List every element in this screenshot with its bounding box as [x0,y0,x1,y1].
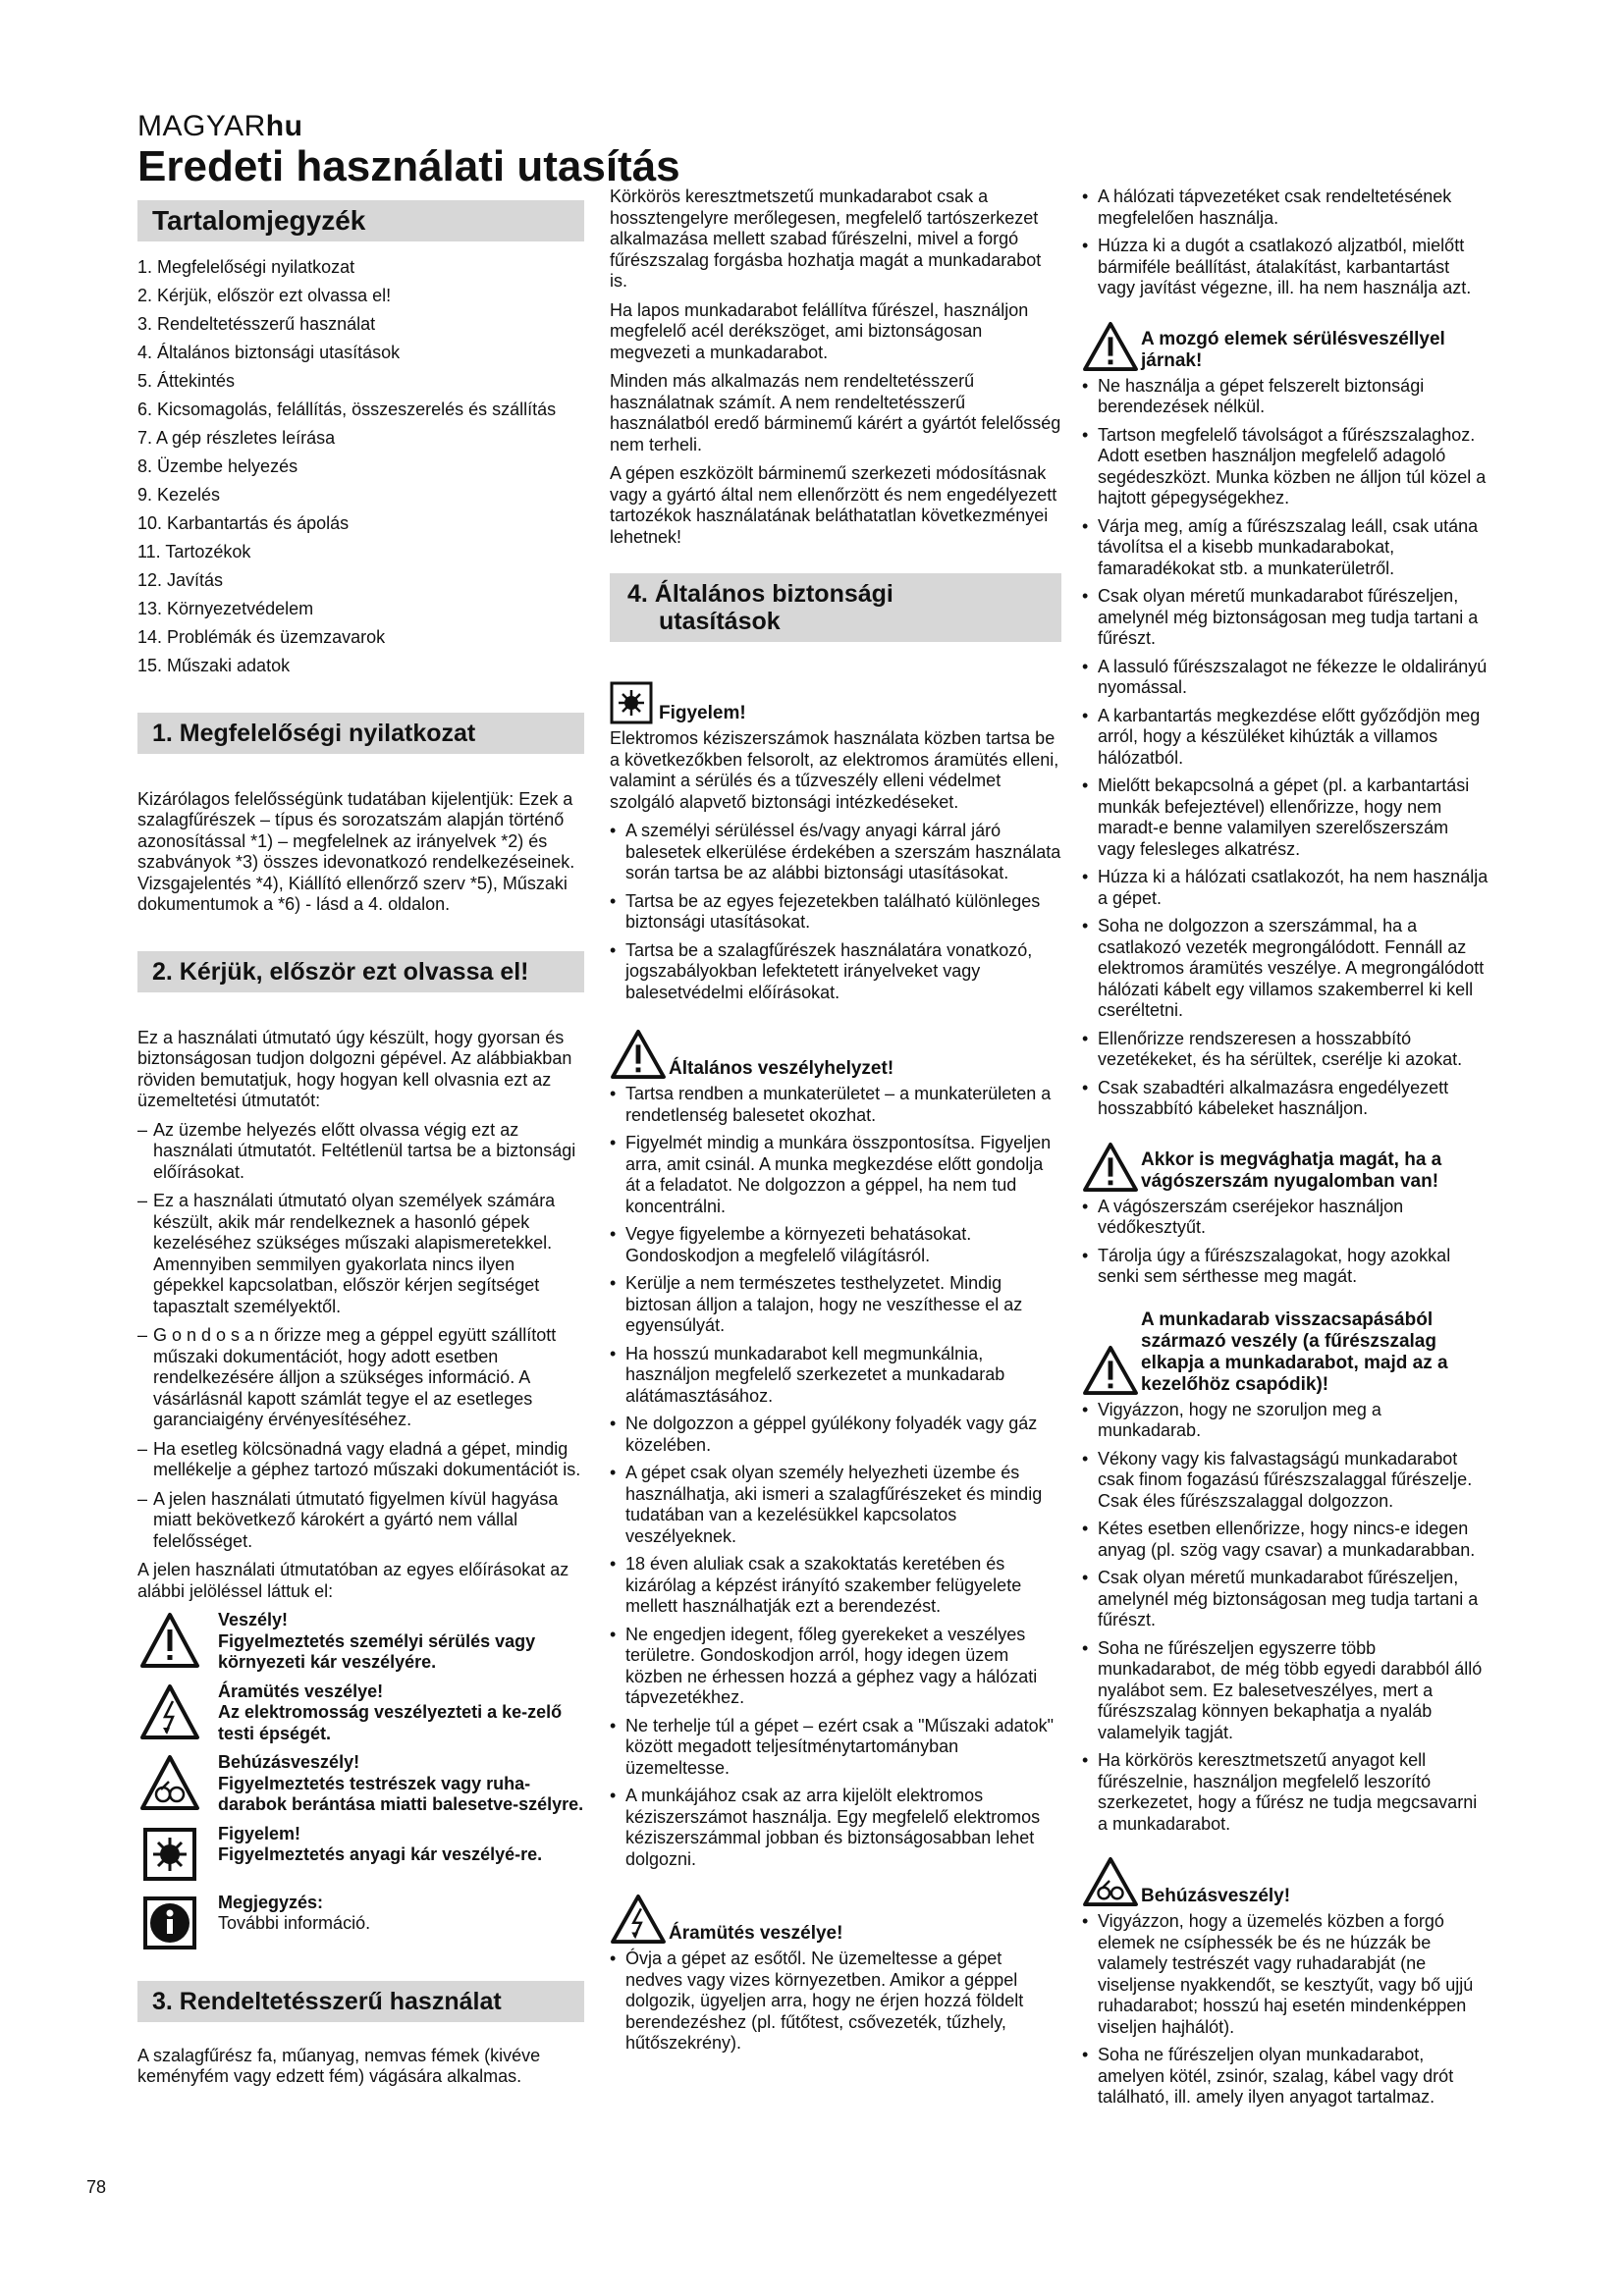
toc-item[interactable]: 4. Általános biztonsági utasítások [137,343,401,362]
warning-triangle-icon [1082,321,1139,372]
section-2-heading: 2. Kérjük, először ezt olvassa el! [137,951,584,992]
list-item: • Húzza ki a hálózati csatlakozót, ha nem használja a gépet. [1082,867,1489,909]
list-item: • Ha hosszú munkadarabot kell megmunkálnia, használjon megfelelő szerkezetet a munkadarab alátámasztásához. [610,1344,1061,1408]
list-item: – Ez a használati útmutató olyan személyek számára készült, akik már rendelkeznek a hasonló gépek kezeléséhez szükséges műszaki alapismeretekkel. Amennyiben semmilyen gyakorlata nincs ilyen gépekkel kapcsolatban, először kérjen segítséget tapasztalt személyektől. [137,1191,584,1317]
toc-item[interactable]: 6. Kicsomagolás, felállítás, összeszerelés és szállítás [137,400,557,419]
electric-shock-notice [610,1894,1061,1945]
kickback-list [1082,1400,1489,1836]
list-item: • Vékony vagy kis falvastagságú munkadarabot csak finom fogazású fűrészszalaggal fűrészelje. Csak éles fűrészszalaggal dolgozzon. [1082,1449,1489,1513]
warning-triangle-icon [1082,1345,1139,1396]
list-item: • Húzza ki a dugót a csatlakozó aljzatból, mielőtt bármiféle beállítást, átalakítást, karbantartást vagy javítást végezne, ill. ha nem használja azt. [1082,236,1489,299]
symbol-legend [137,1610,584,1953]
legend-title: Behúzásveszély! [218,1752,360,1772]
legend-text: Figyelmeztetés személyi sérülés vagy környezeti kár veszélyére. [218,1630,536,1672]
attention-text: Elektromos kéziszerszámok használata közben tartsa be a következőkben felsorolt, az elektromos áramütés elleni, valamint a sérülés és a tűzveszély elleni védelmet szolgáló alapvető biztonsági intézkedéseket. [610,728,1059,812]
electric-shock-title: Áramütés veszélye! [669,1923,843,1944]
column-middle [610,187,1061,2062]
toc-item[interactable]: 8. Üzembe helyezés [137,456,298,476]
list-item: – G o n d o s a n őrizze meg a géppel együtt szállított műszaki dokumentációt, hogy adott esetben rendelkezésére álljon a szükséges információ. A vásárlásnál kapott számlát tegye el az esetleges garanciaigény érvényesítéséhez. [137,1325,584,1431]
legend-intro: A jelen használati útmutatóban az egyes előírásokat az alábbi jelöléssel láttuk el: [137,1560,569,1601]
moving-parts-notice [1082,321,1489,372]
info-icon [139,1893,200,1953]
list-item: • Vigyázzon, hogy ne szoruljon meg a munkadarab. [1082,1400,1489,1442]
legend-title: Veszély! [218,1610,289,1629]
column-right [1082,187,1489,2116]
toc-item[interactable]: 7. A gép részletes leírása [137,428,336,448]
attention-notice [610,681,1061,724]
list-item: • Ne használja a gépet felszerelt biztonsági berendezések nélkül. [1082,376,1489,418]
legend-row-shock [137,1682,584,1745]
section-2-list [137,1120,584,1553]
list-item: • A személyi sérüléssel és/vagy anyagi kárral járó balesetek elkerülése érdekében a szerszám használata során tartsa be az alábbi biztonsági utasításokat. [610,821,1061,884]
toc-item[interactable]: 12. Javítás [137,570,224,590]
list-item: • A hálózati tápvezetéket csak rendeltetésének megfelelően használja. [1082,187,1489,229]
list-item: • A vágószerszám cseréjekor használjon védőkesztyűt. [1082,1197,1489,1239]
warning-triangle-icon [610,1029,667,1080]
section-2-intro: Ez a használati útmutató úgy készült, hogy gyorsan és biztonságosan tudjon dolgozni gépével. Az alábbiakban röviden bemutatjuk, hogy hogyan kell olvasnia ezt az üzemeltetési útmutatót: [137,1027,572,1110]
list-item: • Tartsa rendben a munkaterületet – a munkaterületen a rendetlenség balesetet okozhat. [610,1084,1061,1126]
language-label: MAGYARhu [137,110,303,142]
list-item: • Csak szabadtéri alkalmazásra engedélyezett hosszabbító kábeleket használjon. [1082,1078,1489,1120]
list-item: • Kétes esetben ellenőrizze, hogy nincs-e idegen anyag (pl. szög vagy csavar) a munkadarabban. [1082,1519,1489,1561]
list-item: • Soha ne dolgozzon a szerszámmal, ha a csatlakozó vezeték megrongálódott. Fennáll az elektromos áramütés veszélye. A megrongálódott hálózati kábelt egy villamos szakemberrel ki kell cseréltetni. [1082,916,1489,1022]
cut-hazard-notice [1082,1142,1489,1193]
cut-hazard-list [1082,1197,1489,1288]
section-3-text: A szalagfűrész fa, műanyag, nemvas fémek (kivéve keményfém vagy edzett fém) vágására alkalmas. [137,2045,541,2086]
kickback-title: A munkadarab visszacsapásából származó veszély (a fűrészszalag elkapja a munkadarabot, majd az a kezelőhöz csapódik)! [1141,1308,1448,1395]
list-item: – Ha esetleg kölcsönadná vagy eladná a gépet, mindig mellékelje a géphez tartozó műszaki dokumentációt is. [137,1439,584,1481]
list-item: • A karbantartás megkezdése előtt győződjön meg arról, hogy a készüléket kihúzták a villamos hálózatból. [1082,706,1489,770]
toc-item[interactable]: 2. Kérjük, először ezt olvassa el! [137,286,392,305]
legend-text: Figyelmeztetés anyagi kár veszélyé-re. [218,1844,543,1864]
general-hazard-notice [610,1029,1061,1080]
general-hazard-list [610,1084,1061,1870]
entanglement-icon [1082,1856,1139,1907]
legend-row-info [137,1893,584,1953]
entanglement-icon [139,1752,200,1813]
toc-item[interactable]: 9. Kezelés [137,485,221,505]
list-item: • A lassuló fűrészszalagot ne fékezze le oldalirányú nyomással. [1082,657,1489,699]
list-item: • A gépet csak olyan személy helyezheti üzembe és használhatja, aki ismeri a szalagfűrészeket és mindig tudatában van a kezelésükkel kapcsolatos veszélyeknek. [610,1463,1061,1547]
list-item: • Csak olyan méretű munkadarabot fűrészeljen, amelynél még biztonságosan meg tudja tartani a fűrészt. [1082,586,1489,650]
moving-parts-list [1082,376,1489,1120]
list-item: • Soha ne fűrészeljen egyszerre több munkadarabot, de még több egyedi darabból álló nyalábot sem. Ez balesetveszélyes, mert a fűrészszalag könnyen bekaphatja a nyaláb valamelyik tagját. [1082,1638,1489,1744]
list-item: • Vigyázzon, hogy a üzemelés közben a forgó elemek ne csíphessék be és ne húzzák be valamely testrészét vagy ruhadarabját (ne viseljense nyakkendőt, se kesztyűt, vagy bő ujjú ruhadarabot; hosszú haj esetén mindenképpen viseljen hajhálót). [1082,1911,1489,2038]
list-item: • Várja meg, amíg a fűrészszalag leáll, csak utána távolítsa el a kisebb munkadarabokat, famaradékokat stb. a munkaterületről. [1082,516,1489,580]
attention-box-icon [139,1824,200,1885]
moving-parts-title: A mozgó elemek sérülésveszéllyel járnak! [1141,328,1445,371]
toc-heading: Tartalomjegyzék [137,200,584,241]
legend-title: Megjegyzés: [218,1892,324,1912]
attention-box-icon [610,681,653,724]
list-item: • Tartsa be az egyes fejezetekben található különleges biztonsági utasításokat. [610,891,1061,934]
legend-title: Áramütés veszélye! [218,1681,384,1701]
warning-triangle-icon [139,1610,200,1671]
toc-item[interactable]: 10. Karbantartás és ápolás [137,513,350,533]
paragraph: Minden más alkalmazás nem rendeltetésszerű használatnak számít. A nem rendeltetésszerű használatból eredő bárminemű kárért a gyártót felelősség nem terheli. [610,371,1061,454]
electric-shock-list [610,1949,1061,2055]
list-item: • Tartsa be a szalagfűrészek használatára vonatkozó, jogszabályokban lefektetett irányelveket vagy balesetvédelmi előírásokat. [610,940,1061,1004]
legend-title: Figyelem! [218,1823,301,1843]
list-item: • Csak olyan méretű munkadarabot fűrészeljen, amelynél még biztonságosan meg tudja tartani a fűrészt. [1082,1568,1489,1631]
toc-item[interactable]: 1. Megfelelőségi nyilatkozat [137,257,355,277]
list-item: • A munkájához csak az arra kijelölt elektromos kéziszerszámot használja. Egy megfelelő elektromos kéziszerszámmal jobban és biztonságosabban lehet dolgozni. [610,1786,1061,1870]
toc-item[interactable]: 15. Műszaki adatok [137,656,291,675]
paragraph: Ha lapos munkadarabot felállítva fűrészel, használjon megfelelő acél derékszöget, ami biztonságosan megvezeti a munkadarabot. [610,299,1029,362]
cut-hazard-title: Akkor is megvághatja magát, ha a vágószerszám nyugalomban van! [1141,1148,1442,1192]
list-item: • Ha körkörös keresztmetszetű anyagot kell fűrészelnie, használjon megfelelő leszorító szerkezetet, hogy a fűrész ne tudja megcsavarni a munkadarabot. [1082,1750,1489,1835]
list-item: • Figyelmét mindig a munkára összpontosítsa. Figyeljen arra, amit csinál. A munka megkezdése előtt gondolja át a feladatot. Ne dolgozzon a géppel, ha nem tud koncentrálni. [610,1133,1061,1217]
list-item: • 18 éven aluliak csak a szakoktatás keretében és kizárólag a képzést irányító szakember felügyelete mellett használhatják ezt a berendezést. [610,1554,1061,1618]
general-hazard-title: Általános veszélyhelyzet! [669,1058,894,1079]
list-item: • Óvja a gépet az esőtől. Ne üzemeltesse a gépet nedves vagy vizes környezetben. Amikor a géppel dolgozik, ügyeljen arra, hogy ne érjen hozzá földelt berendezéshez (pl. fűtőtest, csővezeték, tűzhely, hűtőszekrény). [610,1949,1061,2055]
list-item: • Ne terhelje túl a gépet – ezért csak a "Műszaki adatok" között megadott teljesítménytartományban üzemeltesse. [610,1716,1061,1780]
list-item: • Vegye figyelembe a környezeti behatásokat. Gondoskodjon a megfelelő világításról. [610,1224,1061,1266]
list-item: • Tárolja úgy a fűrészszalagokat, hogy azokkal senki sem sérthesse meg magát. [1082,1246,1489,1288]
list-item: • Ne dolgozzon a géppel gyúlékony folyadék vagy gáz közelében. [610,1414,1061,1456]
electric-shock-icon [139,1682,200,1742]
toc-item[interactable]: 3. Rendeltetésszerű használat [137,314,376,334]
toc-list [137,257,584,677]
toc-item[interactable]: 14. Problémák és üzemzavarok [137,627,386,647]
list-item: • Kerülje a nem természetes testhelyzetet. Mindig biztosan álljon a talajon, hogy ne veszíthesse el az egyensúlyát. [610,1273,1061,1337]
section-4-heading: 4. Általános biztonsági utasítások [610,573,1061,642]
page-number: 78 [86,2177,107,2197]
entanglement-title: Behúzásveszély! [1141,1886,1291,1906]
page-title: Eredeti használati utasítás [137,142,680,190]
entanglement-notice [1082,1856,1489,1907]
list-item: • Ellenőrizze rendszeresen a hosszabbító vezetékeket, és ha sérültek, cserélje ki azokat. [1082,1029,1489,1071]
section-1-heading: 1. Megfelelőségi nyilatkozat [137,713,584,754]
section-3-heading: 3. Rendeltetésszerű használat [137,1981,584,2022]
toc-item[interactable]: 13. Környezetvédelem [137,599,314,618]
electric-shock-icon [610,1894,667,1945]
legend-row-attention [137,1824,584,1885]
warning-triangle-icon [1082,1142,1139,1193]
list-item: – A jelen használati útmutató figyelmen kívül hagyása miatt bekövetkező károkért a gyártó nem vállal felelősséget. [137,1489,584,1553]
legend-row-entanglement [137,1752,584,1816]
list-item: • Tartson megfelelő távolságot a fűrészszalaghoz. Adott esetben használjon megfelelő adagoló segédeszközt. Munka közben ne álljon túl közel a hajtott gépegységekhez. [1082,425,1489,509]
list-item: • Mielőtt bekapcsolná a gépet (pl. a karbantartási munkák befejeztével) ellenőrizze, hogy nem maradt-e benne valamilyen szerelőszerszám vagy felesleges alkatrész. [1082,775,1489,860]
attention-title: Figyelem! [659,703,746,723]
section-1-text: Kizárólagos felelősségünk tudatában kijelentjük: Ezek a szalagfűrészek – típus és sorozatszám alapján történő azonosítással *1) – megfelelnek az irányelvek *2) és szabványok *3) összes idevonatkozó rendelkezéseinek. Vizsgajelentés *4), Kiállító ellenőrző szerv *5), Műszaki dokumentumok a *6) - lásd a 4. oldalon. [137,788,575,914]
power-cord-list [1082,187,1489,299]
legend-text: További információ. [218,1913,371,1933]
kickback-notice [1082,1309,1489,1396]
legend-text: Figyelmeztetés testrészek vagy ruha-darabok berántása miatti balesetve-szélyre. [218,1773,584,1814]
list-item: • Ne engedjen idegent, főleg gyerekeket a veszélyes területre. Gondoskodjon arról, hogy idegen üzem közben ne érhessen hozzá a géphez vagy a hálózati tápvezetékhez. [610,1625,1061,1709]
paragraph: Körkörös keresztmetszetű munkadarabot csak a hossztengelyre merőlegesen, megfelelő tartószerkezet alkalmazása mellett szabad fűrészelni, mivel a forgó fűrészszalag forgásba hozhatja magát a munkadarabot is. [610,187,1042,291]
toc-item[interactable]: 5. Áttekintés [137,371,236,391]
entanglement-list [1082,1911,1489,2109]
toc-item[interactable]: 11. Tartozékok [137,542,251,561]
legend-row-danger [137,1610,584,1674]
paragraph: A gépen eszközölt bárminemű szerkezeti módosításnak vagy a gyártó által nem ellenőrzött és nem engedélyezett tartozékok használatának beláthatatlan következményei lehetnek! [610,463,1057,547]
list-item: • Soha ne fűrészeljen olyan munkadarabot, amelyen kötél, zsinór, szalag, kábel vagy drót található, ill. amely ilyen anyagot tartalmaz. [1082,2045,1489,2109]
legend-text: Az elektromosság veszélyezteti a ke-zelő testi épségét. [218,1702,563,1743]
attention-list [610,821,1061,1003]
column-left [137,187,584,2096]
list-item: – Az üzembe helyezés előtt olvassa végig ezt az használati útmutatót. Feltétlenül tartsa be a biztonsági előírásokat. [137,1120,584,1184]
